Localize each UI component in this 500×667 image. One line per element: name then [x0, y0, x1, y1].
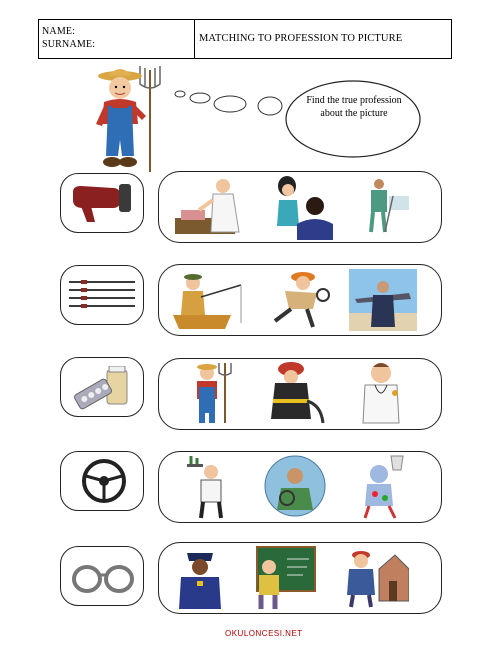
- bubble-text: Find the true profession about the picture: [306, 95, 402, 119]
- police-officer-icon: [173, 547, 227, 611]
- object-box-5: [60, 546, 144, 606]
- thought-dots: [172, 88, 284, 118]
- painter-icon: [355, 454, 409, 520]
- firefighter-icon: [265, 361, 327, 427]
- footer-logo-text: OKULONCESI.NET: [225, 629, 303, 638]
- medicine-icon: [71, 366, 135, 412]
- pictures-box-5: [158, 542, 442, 614]
- cleaner-icon: [363, 176, 413, 238]
- farmer-mascot-icon: [92, 62, 170, 174]
- pictures-box-4: [158, 451, 442, 523]
- object-box-3: [60, 357, 144, 417]
- butcher-icon: [175, 176, 247, 238]
- detective-icon: [263, 269, 335, 329]
- hair-dryer-icon: [69, 182, 135, 224]
- steering-wheel-icon: [81, 458, 127, 504]
- pictures-box-1: [158, 171, 442, 243]
- object-box-2: [60, 265, 144, 325]
- teacher-icon: [247, 545, 317, 611]
- header-box: [38, 19, 452, 59]
- object-box-1: [60, 173, 144, 233]
- pictures-box-3: [158, 358, 442, 430]
- pilot-icon: [349, 269, 417, 331]
- surname-label: SURNAME:: [42, 39, 96, 50]
- header-divider: [194, 20, 195, 58]
- farmer-icon: [187, 361, 237, 427]
- name-label: NAME:: [42, 26, 76, 37]
- carpenter-icon: [345, 547, 409, 609]
- pictures-box-2: [158, 264, 442, 336]
- handcuffs-icon: [71, 561, 135, 595]
- page-title: MATCHING TO PROFESSION TO PICTURE: [199, 33, 403, 44]
- fisherman-icon: [171, 267, 247, 333]
- hairdresser-icon: [275, 176, 337, 240]
- fishing-rods-icon: [67, 278, 137, 314]
- driver-icon: [263, 454, 327, 518]
- waiter-icon: [185, 456, 231, 520]
- object-box-4: [60, 451, 144, 511]
- doctor-icon: [357, 361, 405, 427]
